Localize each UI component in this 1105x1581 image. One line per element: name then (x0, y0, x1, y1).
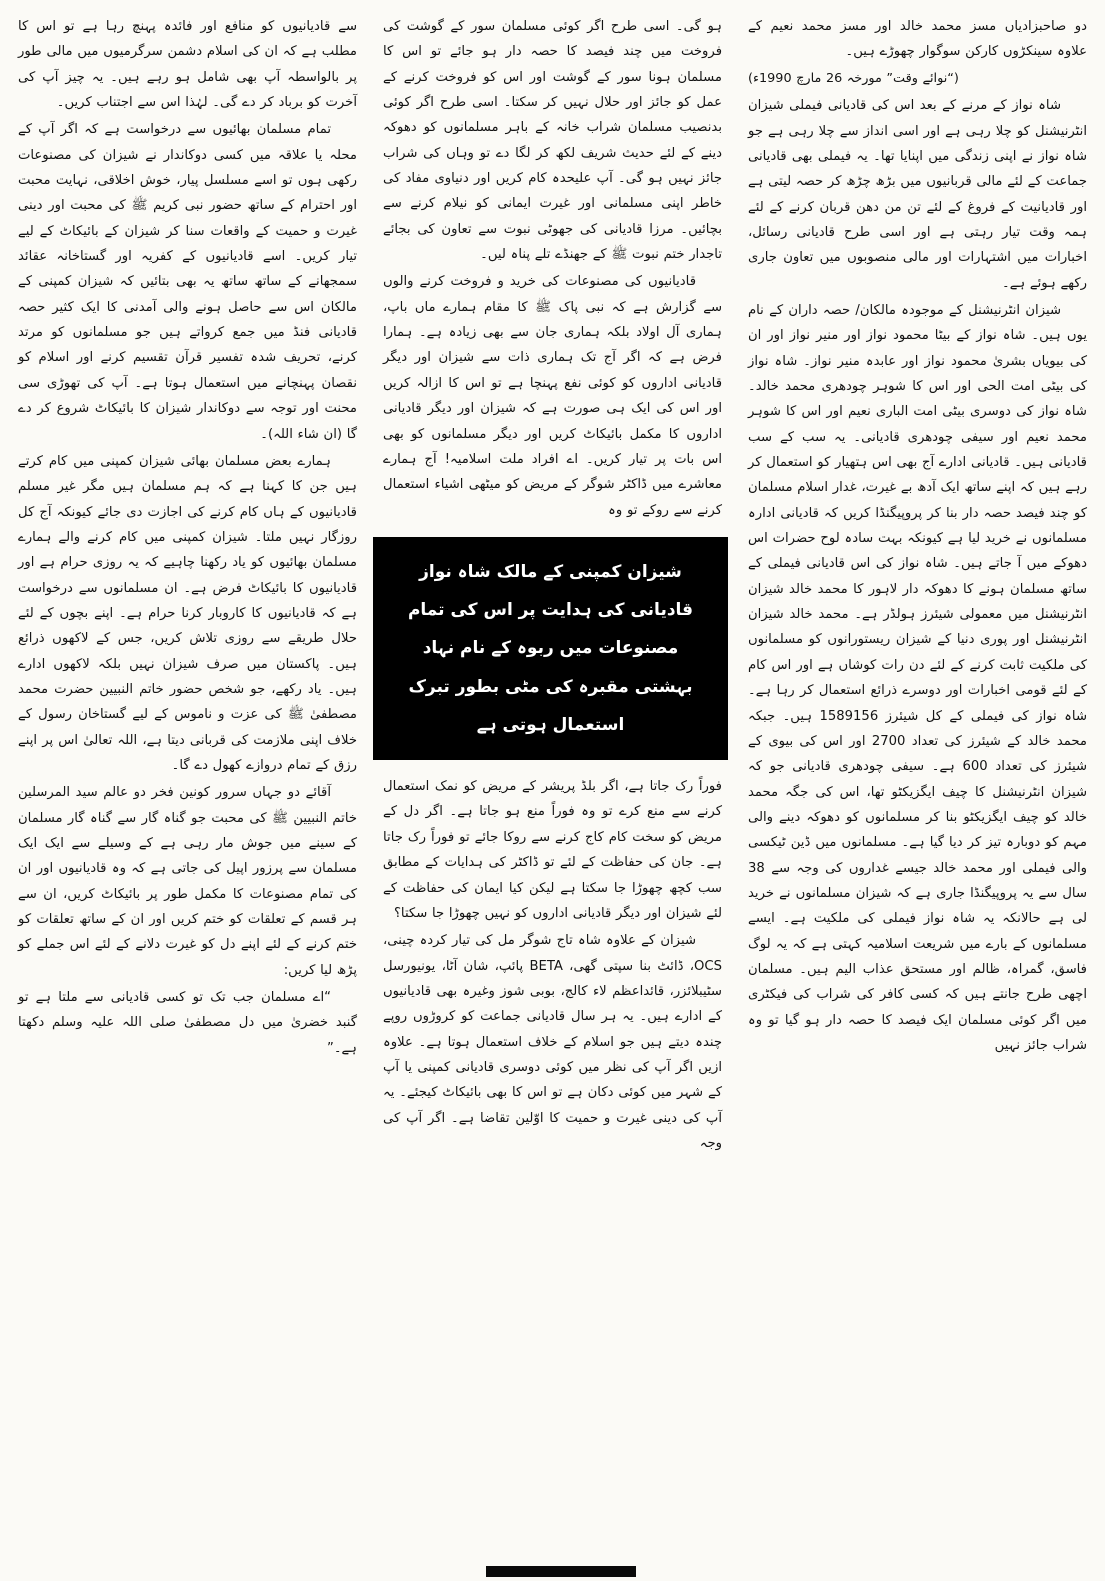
column-layout (18, 14, 1087, 1561)
paragraph: تمام مسلمان بھائیوں سے درخواست ہے کہ اگر آپ کے محلہ یا علاقہ میں کسی دوکاندار نے شیزان کی مصنوعات رکھی ہوں تو اسے مسلسل پیار، خوش اخلاقی، نہایت محبت اور احترام کے ساتھ حضور نبی کریم ﷺ کی محبت اور دینی غیرت و حمیت کے واقعات سنا کر شیزان کے بائیکاٹ کے لیے تیار کریں۔ اسے قادیانیوں کے کفریہ اور گستاخانہ عقائد سمجھانے کے ساتھ ساتھ یہ بھی بتائیں کہ شیزان کمپنی کے مالکان اس سے حاصل ہونے والی آمدنی کا ایک کثیر حصہ قادیانی فنڈ میں جمع کرواتے ہیں جو مسلمانوں کو مرتد کرنے، تحریف شدہ تفسیر قرآن تقسیم کرنے اور اسلام کو نقصان پہنچانے میں استعمال ہوتا ہے۔ آپ کی تھوڑی سی محنت اور توجہ سے دوکاندار شیزان کا بائیکاٹ شروع کر دے گا (ان شاء اللہ)۔ (18, 122, 357, 442)
paragraph: فوراً رک جاتا ہے، اگر بلڈ پریشر کے مریض کو نمک استعمال کرنے سے منع کرے تو وہ فوراً منع ہو جاتا ہے۔ اگر دل کے مریض کو سخت کام کاج کرنے سے روکا جائے تو فوراً رک جاتا ہے۔ جان کی حفاظت کے لئے تو ڈاکٹر کی ہدایات کے مطابق سب کچھ چھوڑا جا سکتا ہے لیکن کیا ایمان کی حفاظت کے لئے شیزان اور دیگر قادیانی اداروں کو نہیں چھوڑا جا سکتا؟ (383, 779, 722, 921)
middle-text-before-highlight (383, 14, 722, 523)
paragraph: قادیانیوں کی مصنوعات کی خرید و فروخت کرنے والوں سے گزارش ہے کہ نبی پاک ﷺ کا مقام ہمارے ماں باپ، ہماری آل اولاد بلکہ ہماری جان سے بھی زیادہ ہے۔ ہمارا فرض ہے کہ اگر آج تک ہماری ذات سے شیزان اور دیگر قادیانی اداروں کو کوئی نفع پہنچا ہے تو اس کا ازالہ کریں اور اس کی ایک ہی صورت ہے کہ شیزان اور دیگر قادیانی اداروں کا مکمل بائیکاٹ کریں اور دیگر مسلمانوں کو بھی اس بات پر تیار کریں۔ اے افراد ملت اسلامیہ! آج ہمارے معاشرے میں ڈاکٹر شوگر کے مریض کو میٹھی اشیاء استعمال کرنے سے روکے تو وہ (383, 274, 722, 518)
paragraph: شاہ نواز کے مرنے کے بعد اس کی قادیانی فیملی شیزان انٹرنیشنل کو چلا رہی ہے اور اسی انداز سے چلا رہی ہے جو شاہ نواز نے اپنی زندگی میں اپنایا تھا۔ یہ فیملی بھی قادیانی جماعت کے لئے مالی قربانیوں میں بڑھ چڑھ کر حصہ لیتی ہے اور قادیانیت کے فروغ کے لئے تن من دھن قربان کرنے کے لئے ہمہ وقت تیار رہتی ہے اور اسی طرح قادیانی رسائل، اخبارات میں اشتہارات اور مالی منصوبوں میں تعاون جاری رکھے ہوئے ہے۔ (748, 98, 1087, 291)
paragraph: (“نوائے وقت” مورخہ 26 مارچ 1990ء) (748, 70, 959, 86)
highlight-box: شیزان کمپنی کے مالک شاہ نواز قادیانی کی ہدایت پر اس کی تمام مصنوعات میں ربوہ کے نام نہاد بہشتی مقبرہ کی مٹی بطور تبرک استعمال ہوتی ہے (373, 537, 728, 760)
page-footer-mark (486, 1566, 636, 1577)
paragraph: ہو گی۔ اسی طرح اگر کوئی مسلمان سور کے گوشت کی فروخت میں چند فیصد کا حصہ دار ہو جائے تو اس کا مسلمان ہونا سور کے گوشت اور اس کو فروخت کرنے کے عمل کو جائز اور حلال نہیں کر سکتا۔ اسی طرح اگر کوئی بدنصیب مسلمان شراب خانہ کے باہر مسلمانوں کو دھوکہ دینے کے لئے حدیث شریف لکھ کر لگا دے تو وہاں کی شراب جائز نہیں ہو گی۔ آپ علیحدہ کام کریں اور دنیاوی مفاد کی خاطر اپنی مسلمانی اور غیرت ایمانی کو نیلام کرنے سے بچائیں۔ مرزا قادیانی کی جھوٹی نبوت سے تعاون کی بجائے تاجدار ختم نبوت ﷺ کے جھنڈے تلے پناہ لیں۔ (383, 19, 722, 263)
column-left (18, 14, 357, 1561)
column-right (748, 14, 1087, 1561)
paragraph: آقائے دو جہاں سرور کونین فخر دو عالم سید المرسلین خاتم النبیین ﷺ کی محبت جو گناہ گار سے گناہ گار مسلمان کے سینے میں جوش مار رہی ہے کے وسیلے سے ایک ایک مسلمان سے پرزور اپیل کی جاتی ہے کہ وہ قادیانیوں اور ان کی تمام مصنوعات کا مکمل طور پر بائیکاٹ کریں، ان سے ہر قسم کے تعلقات کو ختم کریں اور ان کے ساتھ تعلقات کو ختم کرنے کے لئے اپنے دل کو غیرت دلانے کے لئے اس جملے کو پڑھ لیا کریں: (18, 785, 357, 978)
paragraph: ہمارے بعض مسلمان بھائی شیزان کمپنی میں کام کرتے ہیں جن کا کہنا ہے کہ ہم مسلمان ہیں مگر غیر مسلم قادیانیوں کے ہاں کام کرنے کی اجازت دی جائے کیونکہ آج کل روزگار نہیں ملتا۔ شیزان کمپنی میں کام کرنے والے ہمارے مسلمان بھائیوں کو یاد رکھنا چاہیے کہ یہ روزی حرام ہے اور قادیانیوں کا بائیکاٹ فرض ہے۔ ان مسلمانوں سے درخواست ہے کہ قادیانیوں کا کاروبار کرنا حرام ہے۔ اپنے بچوں کے لئے حلال طریقے سے روزی تلاش کریں، جس کے لاکھوں ذرائع ہیں۔ پاکستان میں صرف شیزان نہیں بلکہ لاکھوں ادارے ہیں۔ یاد رکھے، جو شخص حضور خاتم النبیین حضرت محمد مصطفیٰ ﷺ کی عزت و ناموس کے لیے گستاخان رسول کے خلاف اپنی ملازمت کی قربانی دیتا ہے، اللہ تعالیٰ اس پر اپنے رزق کے تمام دروازے کھول دے گا۔ (18, 453, 357, 773)
middle-text-after-highlight (383, 774, 722, 1156)
paragraph: شیزان کے علاوہ شاہ تاج شوگر مل کی تیار کردہ چینی، OCS، ڈائٹ بنا سپتی گھی، BETA پائپ، شان آٹا، یونیورسل سٹیبلائزر، قائداعظم لاء کالج، بوبی شوز وغیرہ بھی قادیانیوں کے ادارے ہیں۔ یہ ہر سال قادیانی جماعت کو کروڑوں روپے چندہ دیتے ہیں جو اسلام کے خلاف استعمال ہوتا ہے۔ علاوہ ازیں اگر آپ کی نظر میں کوئی دوسری قادیانی کمپنی یا آپ کے شہر میں کوئی دکان ہے تو اس کا بھی بائیکاٹ کیجئے۔ یہ آپ کی دینی غیرت و حمیت کا اوّلین تقاضا ہے۔ اگر آپ کی وجہ (383, 933, 722, 1151)
paragraph: دو صاحبزادیاں مسز محمد خالد اور مسز محمد نعیم کے علاوہ سینکڑوں کارکن سوگوار چھوڑے ہیں۔ (748, 19, 1087, 60)
paragraph: شیزان انٹرنیشنل کے موجودہ مالکان/ حصہ داران کے نام یوں ہیں۔ شاہ نواز کے بیٹا محمود نواز اور منیر نواز اور ان کی بیویاں بشریٰ محمود نواز اور عابدہ منیر نواز۔ شاہ نواز کی بیٹی امت الحی اور اس کا شوہر چودھری محمد خالد۔ شاہ نواز کی دوسری بیٹی امت الباری نعیم اور اس کا شوہر محمد نعیم اور سیفی چودھری قادیانی۔ یہ سب کے سب قادیانی ہیں۔ قادیانی ادارے آج بھی اس ہتھیار کو استعمال کر رہے ہیں کہ اپنے ساتھ ایک آدھ بے غیرت، غدار اسلام مسلمان کو چند فیصد حصہ دار بنا کر پروپیگنڈا کریں کہ قادیانی ادارہ مسلمانوں نے خرید لیا ہے کیونکہ بہت سادہ لوح حضرات اس دھوکے میں آ جاتے ہیں۔ شاہ نواز کی اس قادیانی فیملی کے ساتھ مسلمان ہونے کا دھوکہ دار لاہور کا محمد خالد شیزان انٹرنیشنل میں معمولی شیئرز ہولڈر ہے۔ محمد خالد شیزان انٹرنیشنل اور پوری دنیا کے شیزان ریستورانوں کو مسلمانوں کی ملکیت ثابت کرنے کے لئے دن رات کوشاں ہے اور اس کام کے لئے قومی اخبارات اور دوسرے ذرائع استعمال کر رہا ہے۔ شاہ نواز کی فیملی کے کل شیئرز 1589156 ہیں۔ جبکہ محمد خالد کے شیئرز کی تعداد 2700 اور اس کی بیوی کے شیئرز کی تعداد 600 ہے۔ سیفی چودھری قادیانی جو کہ شیزان انٹرنیشنل کا چیف ایگزیکٹو تھا، اس کی جگہ محمد خالد کو چیف ایگزیکٹو بنا کر مسلمانوں کو دھوکہ دینے والی مہم کو دوبارہ تیز کر دیا گیا ہے۔ مسلمانوں میں ڈین ٹیکسی والی فیملی اور محمد خالد جیسے غداروں کی وجہ سے 38 سال سے یہ پروپیگنڈا جاری ہے کہ شیزان مسلمانوں نے خرید لی ہے حالانکہ یہ شاہ نواز فیملی کی ملکیت ہے۔ ایسے مسلمانوں کے بارے میں شریعت اسلامیہ کہتی ہے کہ یہ لوگ فاسق، گمراہ، ظالم اور مستحق عذاب الیم ہیں۔ مسلمان اچھی طرح جانتے ہیں کہ کسی کافر کی شراب کی فیکٹری میں اگر کوئی مسلمان ایک فیصد کا حصہ دار ہو گیا تو وہ شراب جائز نہیں (748, 303, 1087, 1053)
column-middle (383, 14, 722, 1561)
paragraph: “اے مسلمان جب تک تو کسی قادیانی سے ملتا ہے تو گنبد خضریٰ میں دل مصطفیٰ صلی اللہ علیہ وسلم دکھتا ہے۔” (18, 990, 357, 1056)
paragraph: سے قادیانیوں کو منافع اور فائدہ پہنچ رہا ہے تو اس کا مطلب ہے کہ ان کی اسلام دشمن سرگرمیوں میں مالی طور پر بالواسطہ آپ بھی شامل ہو رہے ہیں۔ یہ چیز آپ کی آخرت کو برباد کر دے گی۔ لہٰذا اس سے اجتناب کریں۔ (18, 19, 357, 111)
